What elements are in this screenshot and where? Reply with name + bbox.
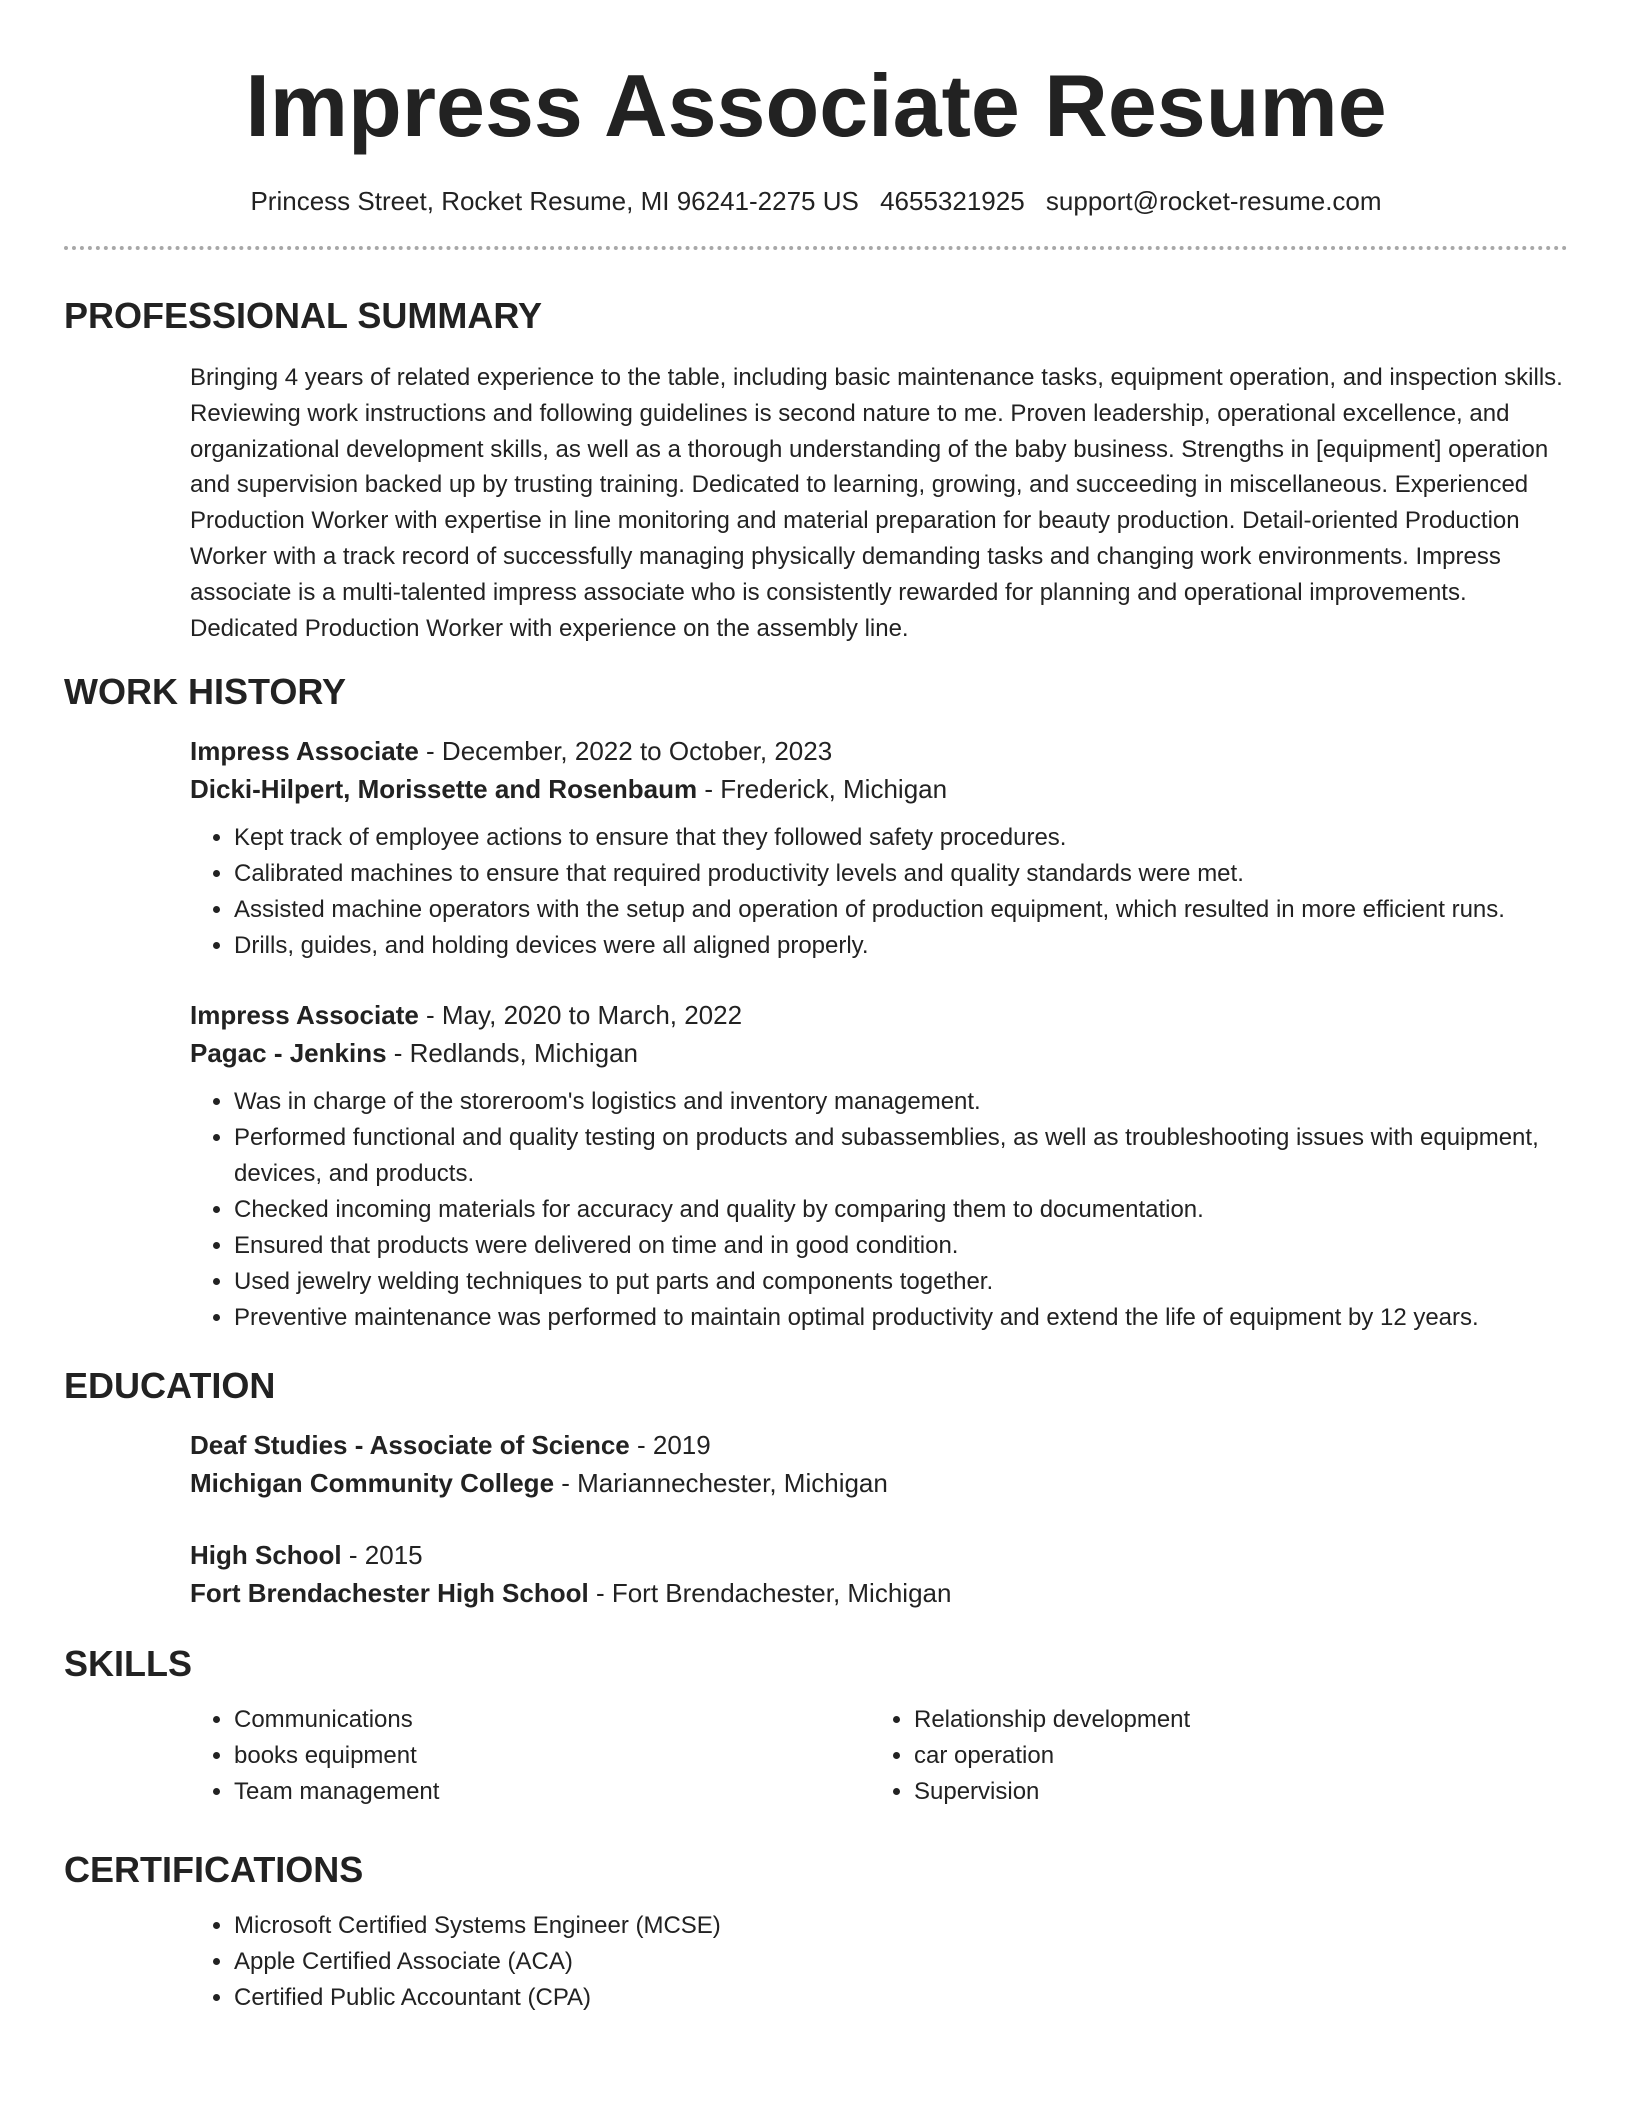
contact-line	[64, 184, 1568, 218]
list-item: • Assisted machine operators with the setup and operation of production equipment, which resulted in more efficient runs.	[234, 892, 1568, 928]
job-company-line	[190, 770, 1568, 808]
education-section	[190, 1426, 1568, 1612]
list-item: • Performed functional and quality testing on products and subassemblies, as well as troubleshooting issues with equipment, devices, and products.	[234, 1120, 1568, 1192]
job-title-line	[190, 732, 1568, 770]
list-item: • Microsoft Certified Systems Engineer (MCSE)	[234, 1908, 1568, 1944]
list-item: • books equipment	[234, 1738, 870, 1774]
education-entry	[190, 1536, 1568, 1612]
list-item: • Preventive maintenance was performed to maintain optimal productivity and extend the life of equipment by 12 years.	[234, 1300, 1568, 1336]
education-location: - Mariannechester, Michigan	[554, 1468, 888, 1499]
summary-heading: PROFESSIONAL SUMMARY	[64, 295, 543, 336]
job-entry	[190, 732, 1568, 964]
skills-heading: SKILLS	[64, 1643, 193, 1685]
skills-list-right	[870, 1702, 1550, 1810]
education-entry	[190, 1426, 1568, 1502]
list-item: • Team management	[234, 1774, 870, 1810]
summary-text: Bringing 4 years of related experience to the table, including basic maintenance tasks, equipment operation, and inspection skills. Reviewing work instructions and following guidelines is second nature to me. Proven leadership, operational excellence, and organizational development skills, as well as a thorough understanding of the baby business. Strengths in [equipment] operation and supervision backed up by trusting training. Dedicated to learning, growing, and succeeding in miscellaneous. Experienced Production Worker with expertise in line monitoring and material preparation for beauty production. Detail-oriented Production Worker with a track record of successfully managing physically demanding tasks and changing work environments. Impress associate is a multi-talented impress associate who is consistently rewarded for planning and operational improvements. Dedicated Production Worker with experience on the assembly line.	[190, 364, 1563, 642]
job-title: Impress Associate	[190, 736, 419, 767]
list-item: • Certified Public Accountant (CPA)	[234, 1980, 1568, 2016]
education-year: - 2015	[341, 1540, 423, 1571]
education-school: Fort Brendachester High School	[190, 1578, 589, 1609]
contact-email: support@rocket-resume.com	[1045, 186, 1382, 216]
certifications-heading: CERTIFICATIONS	[64, 1849, 364, 1891]
list-item: • Checked incoming materials for accuracy and quality by comparing them to documentation.	[234, 1192, 1568, 1228]
work-history-heading: WORK HISTORY	[64, 671, 347, 713]
job-title: Impress Associate	[190, 1000, 419, 1031]
job-bullets	[190, 820, 1568, 964]
education-year: - 2019	[629, 1430, 711, 1461]
list-item: • Relationship development	[914, 1702, 1550, 1738]
education-degree: Deaf Studies - Associate of Science	[190, 1430, 630, 1461]
education-degree: High School	[190, 1540, 342, 1571]
list-item: • Kept track of employee actions to ensure that they followed safety procedures.	[234, 820, 1568, 856]
skills-column-right	[870, 1702, 1550, 1810]
list-item: • Apple Certified Associate (ACA)	[234, 1944, 1568, 1980]
job-location: - Redlands, Michigan	[386, 1038, 639, 1069]
header-divider	[64, 246, 1568, 250]
summary-section	[190, 360, 1568, 646]
job-company-line	[190, 1034, 1568, 1072]
job-company: Dicki-Hilpert, Morissette and Rosenbaum	[190, 774, 698, 805]
skills-section	[190, 1702, 1568, 1810]
education-location: - Fort Brendachester, Michigan	[588, 1578, 952, 1609]
list-item: • Was in charge of the storeroom's logistics and inventory management.	[234, 1084, 1568, 1120]
job-company: Pagac - Jenkins	[190, 1038, 387, 1069]
list-item: • Calibrated machines to ensure that required productivity levels and quality standards were met.	[234, 856, 1568, 892]
education-school-line	[190, 1574, 1568, 1612]
job-bullets	[190, 1084, 1568, 1336]
job-entry	[190, 996, 1568, 1336]
list-item: • Supervision	[914, 1774, 1550, 1810]
certifications-section	[190, 1908, 1568, 2016]
list-item: • Communications	[234, 1702, 870, 1738]
skills-column-left	[190, 1702, 870, 1810]
education-degree-line	[190, 1536, 1568, 1574]
education-school-line	[190, 1464, 1568, 1502]
resume-title: Impress Associate Resume	[245, 56, 1387, 155]
certifications-list	[190, 1908, 1568, 2016]
contact-address: Princess Street, Rocket Resume, MI 96241-2275 US	[250, 186, 859, 216]
job-dates: - May, 2020 to March, 2022	[418, 1000, 743, 1031]
list-item: • Drills, guides, and holding devices were all aligned properly.	[234, 928, 1568, 964]
skills-grid	[190, 1702, 1568, 1810]
skills-list-left	[190, 1702, 870, 1810]
education-heading: EDUCATION	[64, 1365, 276, 1407]
work-history-section	[190, 732, 1568, 1336]
job-title-line	[190, 996, 1568, 1034]
list-item: • Used jewelry welding techniques to put parts and components together.	[234, 1264, 1568, 1300]
list-item: • Ensured that products were delivered on time and in good condition.	[234, 1228, 1568, 1264]
education-degree-line	[190, 1426, 1568, 1464]
list-item: • car operation	[914, 1738, 1550, 1774]
job-dates: - December, 2022 to October, 2023	[418, 736, 833, 767]
job-location: - Frederick, Michigan	[697, 774, 948, 805]
education-school: Michigan Community College	[190, 1468, 555, 1499]
contact-phone: 4655321925	[880, 186, 1025, 216]
